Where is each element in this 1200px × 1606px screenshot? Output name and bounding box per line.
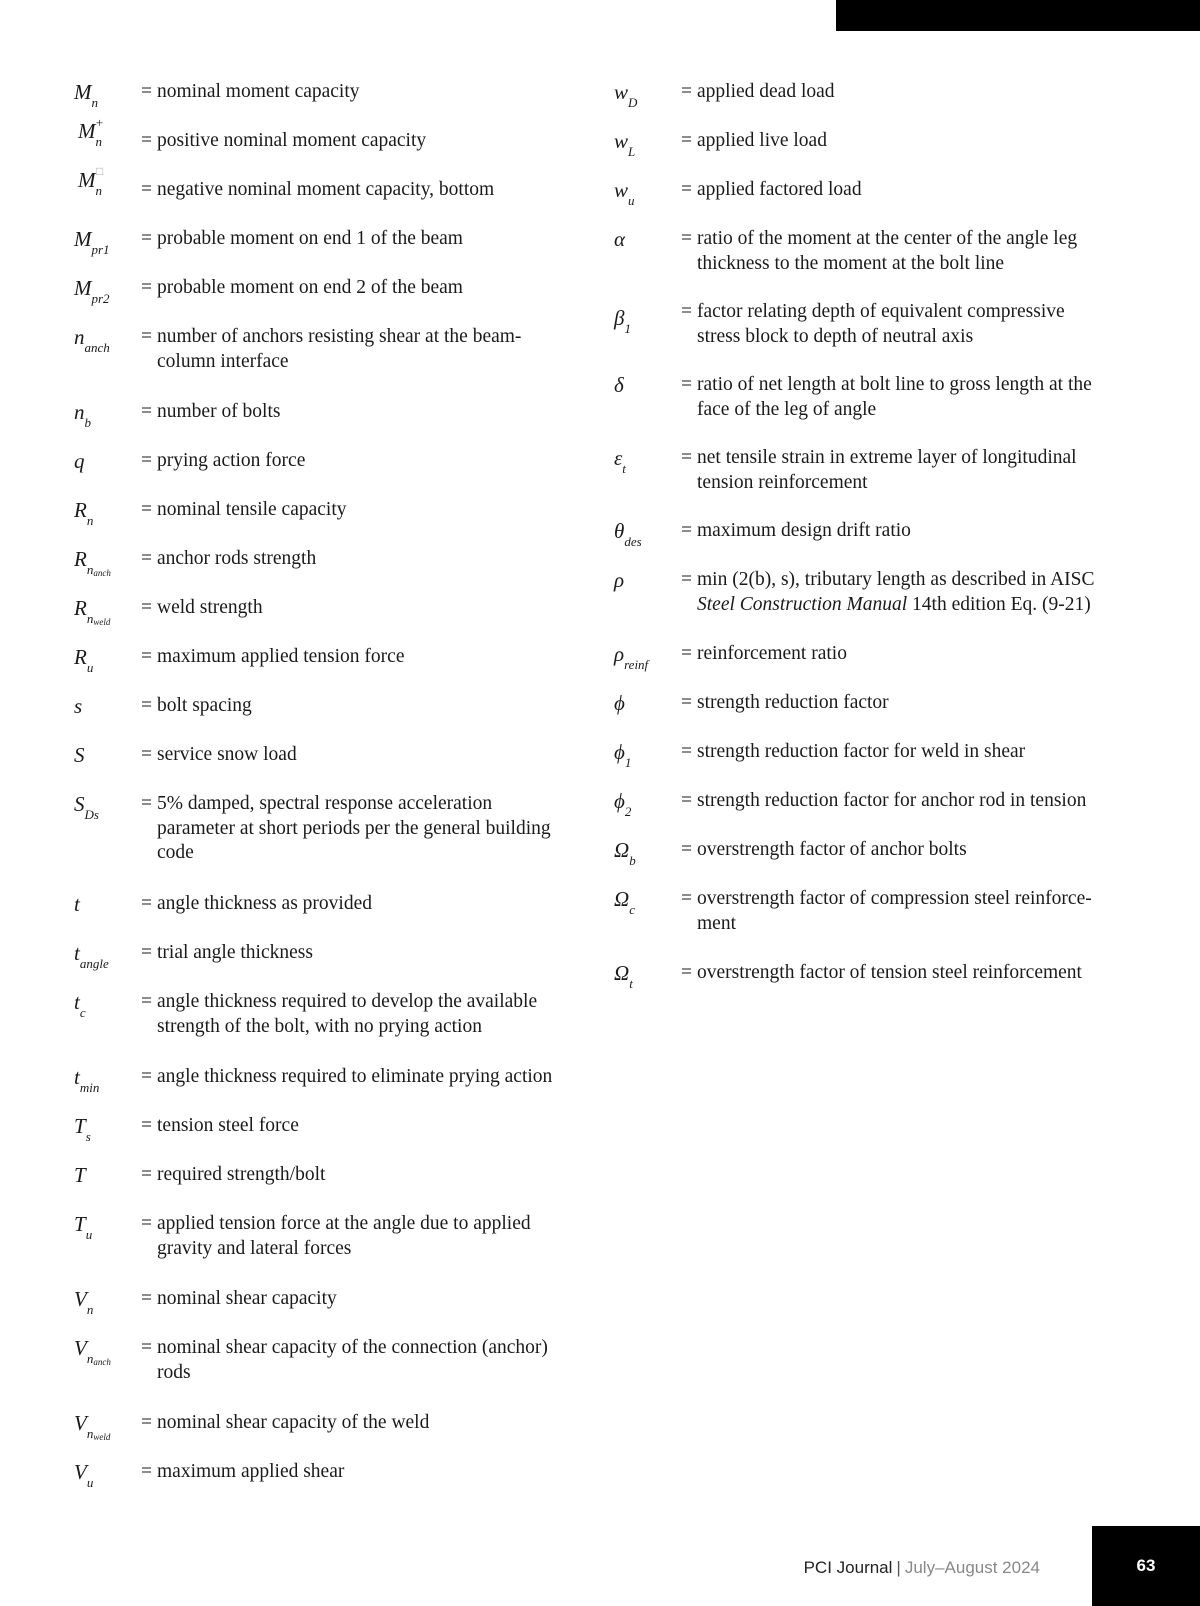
definition: = 5% damped, spectral response acceleration parameter at short periods per the general building code <box>141 793 551 863</box>
symbol: $M_n^+$ <box>78 115 104 149</box>
definition: = positive nominal moment capacity <box>141 130 427 151</box>
definition: = probable moment on end 1 of the beam <box>141 228 463 249</box>
symbol: $t_c$ <box>74 990 86 1020</box>
definition: = weld strength <box>141 597 263 618</box>
definition: = net tensile strain in extreme layer of longitudinal tension reinforcement <box>681 447 1077 493</box>
definition: = applied factored load <box>681 179 862 200</box>
definition: = nominal moment capacity <box>141 81 360 102</box>
definition: = applied live load <box>681 130 827 151</box>
symbol: $t_{min}$ <box>74 1065 100 1095</box>
page-footer <box>804 1556 1040 1580</box>
journal-name: PCI Journal <box>803 1558 893 1577</box>
symbol: $\beta_1$ <box>614 306 631 336</box>
definition: = factor relating depth of equivalent compressive stress block to depth of neutral axis <box>681 301 1065 347</box>
symbol: $V_{nanch}$ <box>74 1336 111 1367</box>
symbol: $V_{nweld}$ <box>74 1411 111 1442</box>
issue-date: July–August 2024 <box>904 1558 1040 1577</box>
definition: = min (2(b), s), tributary length as described in AISC Steel Construction Manual 14th edition Eq. (9-21) <box>681 569 1095 615</box>
missing-glyph-mark: □ <box>96 164 104 178</box>
definition: = negative nominal moment capacity, bottom <box>141 179 495 200</box>
definition: = anchor rods strength <box>141 548 317 569</box>
definition: = maximum design drift ratio <box>681 520 911 541</box>
definition: = overstrength factor of compression steel reinforce- ment <box>681 888 1092 934</box>
definition: = prying action force <box>141 450 306 471</box>
symbol: $M_{pr2}$ <box>74 276 110 306</box>
definition: = angle thickness as provided <box>141 893 372 914</box>
symbol: $R_{nweld}$ <box>74 596 111 627</box>
definition: = applied dead load <box>681 81 835 102</box>
symbol: $T_s$ <box>74 1114 91 1144</box>
definition: = applied tension force at the angle due to applied gravity and lateral forces <box>141 1213 531 1259</box>
definition: = angle thickness required to eliminate prying action <box>141 1066 553 1087</box>
symbol: $w_D$ <box>614 80 638 110</box>
symbol: $w_u$ <box>614 178 635 208</box>
definition: = nominal shear capacity <box>141 1288 337 1309</box>
definition: = reinforcement ratio <box>681 643 847 664</box>
definition: = ratio of the moment at the center of the angle leg thickness to the moment at the bolt line <box>681 228 1078 274</box>
top-black-bar <box>836 0 1200 31</box>
symbol: $\varepsilon_t$ <box>614 446 626 476</box>
definition: = strength reduction factor for weld in shear <box>681 741 1026 762</box>
definition: = nominal tensile capacity <box>141 499 347 520</box>
symbol: $\Omega_c$ <box>614 887 635 917</box>
definition: = nominal shear capacity of the weld <box>141 1412 430 1433</box>
definition: = trial angle thickness <box>141 942 313 963</box>
symbol: q <box>74 449 85 473</box>
symbol: δ <box>614 373 624 397</box>
definition: = number of anchors resisting shear at the beam- column interface <box>141 326 522 372</box>
symbol: $R_n$ <box>74 498 94 528</box>
definition: = strength reduction factor <box>681 692 889 713</box>
symbol: ϕ <box>614 691 625 715</box>
symbol: $T_u$ <box>74 1212 93 1242</box>
definition: = nominal shear capacity of the connection (anchor) rods <box>141 1337 548 1383</box>
symbol: $\phi_1$ <box>614 740 632 770</box>
symbol: $S_{Ds}$ <box>74 792 99 822</box>
symbol: $M_n$ <box>74 80 98 110</box>
symbol: $\phi_2$ <box>614 789 632 819</box>
symbol: $\theta_{des}$ <box>614 519 642 549</box>
symbol: $V_n$ <box>74 1287 94 1317</box>
symbol: t <box>74 892 80 916</box>
definition: = ratio of net length at bolt line to gross length at the face of the leg of angle <box>681 374 1092 420</box>
symbol: $\rho_{reinf}$ <box>614 642 649 672</box>
page-number: 63 <box>1136 1556 1156 1575</box>
symbol: $\Omega_t$ <box>614 961 633 991</box>
definition: = overstrength factor of tension steel reinforcement <box>681 962 1082 983</box>
symbol: $w_L$ <box>614 129 636 159</box>
symbol: $n_{anch}$ <box>74 325 110 355</box>
symbol: $M_n^□$ <box>78 164 104 198</box>
symbol: α <box>614 227 626 251</box>
symbol: $M_{pr1}$ <box>74 227 110 257</box>
definition: = probable moment on end 2 of the beam <box>141 277 463 298</box>
symbol: ρ <box>614 568 625 592</box>
symbol: T <box>74 1163 86 1187</box>
definition: = overstrength factor of anchor bolts <box>681 839 967 860</box>
page-number-box <box>1092 1526 1200 1606</box>
symbol: $V_u$ <box>74 1460 94 1490</box>
symbol: $\Omega_b$ <box>614 838 636 868</box>
definition: = strength reduction factor for anchor rod in tension <box>681 790 1087 811</box>
definition: = required strength/bolt <box>141 1164 326 1185</box>
symbol: $R_u$ <box>74 645 94 675</box>
symbol: $n_b$ <box>74 400 91 430</box>
definition: = tension steel force <box>141 1115 299 1136</box>
definition: = number of bolts <box>141 401 281 422</box>
definition: = maximum applied shear <box>141 1461 345 1482</box>
symbol: s <box>74 694 83 718</box>
definition: = bolt spacing <box>141 695 252 716</box>
definition: = angle thickness required to develop the available strength of the bolt, with no prying action <box>141 991 538 1037</box>
definition: = service snow load <box>141 744 297 765</box>
definition: = maximum applied tension force <box>141 646 405 667</box>
symbol: S <box>74 743 85 767</box>
footer-separator: | <box>896 1558 901 1577</box>
symbol: $R_{nanch}$ <box>74 547 111 578</box>
symbol: $t_{angle}$ <box>74 941 109 971</box>
